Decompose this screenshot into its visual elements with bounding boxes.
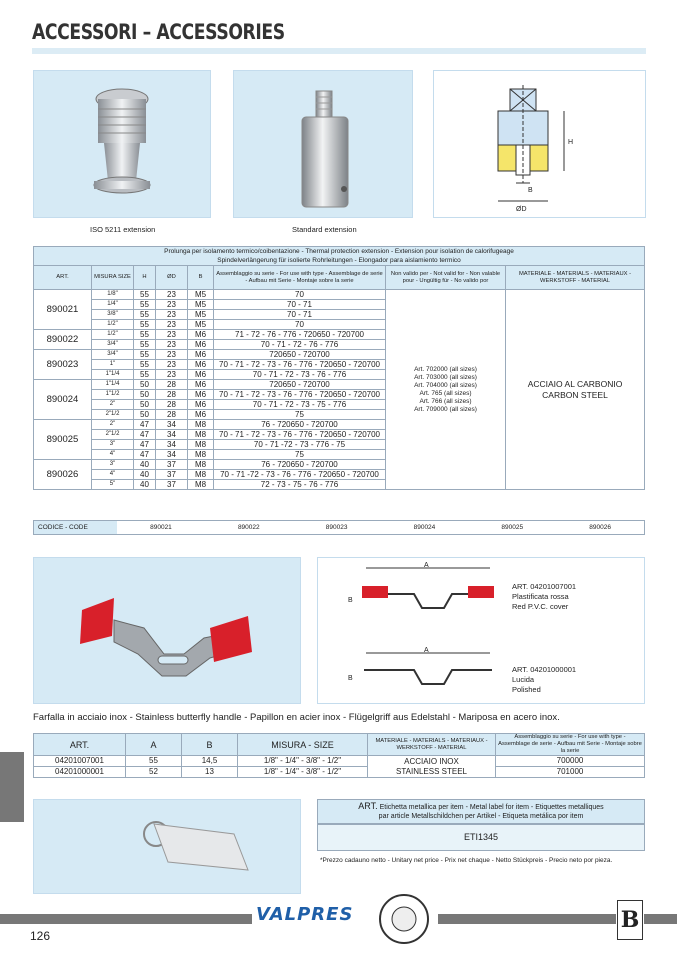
assembly-cell: 70 - 71 -72 - 73 - 76 - 776 - 720650 - 720700 [214, 470, 386, 480]
size-cell: 2"1/2 [92, 430, 134, 440]
b-cell: M6 [188, 360, 214, 370]
d-cell: 37 [156, 470, 188, 480]
certification-seal-icon [378, 893, 430, 945]
d-cell: 37 [156, 460, 188, 470]
dim-b-2: B [348, 675, 353, 682]
b-cell: M6 [188, 400, 214, 410]
h-cell: 50 [134, 400, 156, 410]
h-cell: 55 [134, 290, 156, 300]
h-cell: 47 [134, 440, 156, 450]
dim-a-2: A [424, 647, 429, 654]
d-cell: 34 [156, 430, 188, 440]
technical-drawing [433, 70, 646, 218]
b-cell: M5 [188, 290, 214, 300]
col-h: H [134, 266, 156, 290]
assembly-cell: 75 [214, 410, 386, 420]
assembly-cell: 70 - 71 - 72 - 73 - 75 - 776 [214, 400, 386, 410]
footer-bar-right [438, 914, 616, 924]
extension-table [33, 246, 645, 490]
d-cell: 37 [156, 480, 188, 490]
material-cell: ACCIAIO AL CARBONIO CARBON STEEL [506, 290, 645, 490]
h-cell: 47 [134, 450, 156, 460]
butterfly-handle-image [33, 557, 301, 704]
col-size: MISURA - SIZE [238, 734, 368, 756]
col-d: ØD [156, 266, 188, 290]
col-assembly: Assemblaggio su serie - For use with type - Assemblage de serie - Aufbau mit Serie - Montaje sobre la serie [496, 734, 645, 756]
butterfly-dimension-drawing [318, 558, 508, 705]
size-cell: 3/4" [92, 350, 134, 360]
d-cell: 34 [156, 440, 188, 450]
table-row [34, 290, 645, 300]
col-art: ART. [34, 266, 92, 290]
assembly-cell: 70 - 71 - 72 - 73 - 76 - 776 [214, 370, 386, 380]
d-cell: 34 [156, 450, 188, 460]
d-cell: 23 [156, 310, 188, 320]
h-cell: 55 [134, 300, 156, 310]
d-cell: 28 [156, 380, 188, 390]
dim-b-1: B [348, 597, 353, 604]
code-cell: 890021 [150, 524, 172, 531]
assembly-cell: 70 - 71 - 72 - 73 - 76 - 776 - 720650 - 720700 [214, 430, 386, 440]
d-cell: 23 [156, 330, 188, 340]
d-cell: 28 [156, 390, 188, 400]
h-cell: 40 [134, 470, 156, 480]
d-cell: 34 [156, 420, 188, 430]
label-code: ETI1345 [317, 824, 645, 851]
assembly-cell: 76 - 720650 - 720700 [214, 420, 386, 430]
h-cell: 55 [134, 370, 156, 380]
assembly-cell: 720650 - 720700 [214, 380, 386, 390]
dim-d: ØD [516, 206, 527, 213]
assembly-cell: 76 - 720650 - 720700 [214, 460, 386, 470]
assembly-cell: 70 - 71 - 72 - 76 - 776 [214, 340, 386, 350]
col-assembly: Assemblaggio su serie - For use with type - Assemblage de serie - Aufbau mit Serie - Montaje sobre la serie [214, 266, 386, 290]
art-cell: 890026 [34, 460, 92, 490]
h-cell: 55 [134, 330, 156, 340]
metal-label-image [33, 799, 301, 894]
b-cell: M6 [188, 350, 214, 360]
size-cell: 3/4" [92, 340, 134, 350]
drawing1-text: ART. 04201007001 Plastificata rossa Red P.V.C. cover [512, 582, 577, 611]
size-cell: 1/2" [92, 320, 134, 330]
butterfly-drawings [317, 557, 645, 704]
size-cell: 3/8" [92, 310, 134, 320]
size-cell: 1"1/4 [92, 380, 134, 390]
price-note: *Prezzo cadauno netto - Unitary net price - Prix net chaque - Netto Stückpreis - Precio neto por pieza. [320, 857, 613, 864]
assembly-cell: 70 - 71 [214, 300, 386, 310]
b-cell: M6 [188, 380, 214, 390]
size-cell: 1"1/2 [92, 390, 134, 400]
not-valid-cell: Art. 702000 (all sizes) Art. 703000 (all sizes) Art. 704000 (all sizes) Art. 765 (all sizes) Art. 766 (all sizes) Art. 709000 (all sizes) [386, 290, 506, 490]
code-cell: 890024 [413, 524, 436, 531]
b-cell: M8 [188, 480, 214, 490]
size-cell: 4" [92, 450, 134, 460]
assembly-cell: 70 [214, 320, 386, 330]
h-cell: 47 [134, 420, 156, 430]
art-cell: 890025 [34, 420, 92, 460]
standard-extension-illustration [234, 71, 414, 219]
code-cell: 890022 [237, 524, 260, 531]
dim-b: B [528, 187, 533, 194]
d-cell: 23 [156, 370, 188, 380]
size-cell: 2"1/2 [92, 410, 134, 420]
extension-dimension-drawing [434, 71, 647, 219]
caption-standard: Standard extension [292, 225, 357, 234]
d-cell: 28 [156, 410, 188, 420]
size-cell: 1/2" [92, 330, 134, 340]
size-cell: 2" [92, 420, 134, 430]
col-b: B [188, 266, 214, 290]
assembly-cell: 70 - 71 - 72 - 73 - 76 - 776 - 720650 - 720700 [214, 390, 386, 400]
b-cell: M5 [188, 310, 214, 320]
footer-bar-edge [644, 914, 677, 924]
d-cell: 23 [156, 290, 188, 300]
metal-label-illustration [34, 800, 302, 895]
table-row: 04201000001 52 13 1/8" - 1/4" - 3/8" - 1/2" 701000 [34, 767, 645, 778]
drawing2-text: ART. 04201000001 Lucida Polished [512, 665, 577, 694]
butterfly-title: Farfalla in acciaio inox - Stainless butterfly handle - Papillon en acier inox - Flügelgriff aus Edelstahl - Mariposa en acero inox. [33, 712, 560, 723]
b-cell: M5 [188, 300, 214, 310]
art-cell: 890024 [34, 380, 92, 420]
d-cell: 23 [156, 340, 188, 350]
b-cell: M8 [188, 460, 214, 470]
size-cell: 1" [92, 360, 134, 370]
material-cell: ACCIAIO INOX STAINLESS STEEL [368, 756, 496, 778]
table-title: Prolunga per isolamento termico/coibentazione - Thermal protection extension - Extension pour isolation de calorifugeage Spindelverlängerung für isolierte Rohrleitungen - Elongador para aislamiento termico [34, 247, 645, 266]
size-cell: 3" [92, 440, 134, 450]
page-title: ACCESSORI – ACCESSORIES [32, 20, 285, 44]
standard-extension-image [233, 70, 413, 218]
page-number: 126 [30, 929, 51, 943]
h-cell: 55 [134, 340, 156, 350]
dim-a: A [424, 562, 429, 569]
code-cell: 890025 [501, 524, 524, 531]
h-cell: 55 [134, 350, 156, 360]
col-material: MATERIALE - MATERIALS - MATERIAUX - WERKSTOFF - MATERIAL [506, 266, 645, 290]
d-cell: 23 [156, 300, 188, 310]
h-cell: 40 [134, 480, 156, 490]
b-cell: M8 [188, 470, 214, 480]
h-cell: 47 [134, 430, 156, 440]
b-cell: M8 [188, 440, 214, 450]
b-cell: M6 [188, 340, 214, 350]
size-cell: 1/8" [92, 290, 134, 300]
art-cell: 890023 [34, 350, 92, 380]
brand-logo: VALPRES [256, 904, 354, 925]
h-cell: 55 [134, 320, 156, 330]
d-cell: 23 [156, 350, 188, 360]
size-cell: 2" [92, 400, 134, 410]
assembly-cell: 71 - 72 - 76 - 776 - 720650 - 720700 [214, 330, 386, 340]
side-tab [0, 752, 24, 822]
code-label: CODICE - CODE [34, 521, 117, 534]
b-cell: M8 [188, 450, 214, 460]
group-logo: B [617, 900, 643, 940]
label-header: ART. Etichetta metallica per item - Metal label for item - Etiquettes metalliques par article Metallschildchen per Artikel - Etiqueta metálica por item [317, 799, 645, 824]
size-cell: 5" [92, 480, 134, 490]
h-cell: 40 [134, 460, 156, 470]
butterfly-handle-illustration [34, 558, 302, 705]
assembly-cell: 70 [214, 290, 386, 300]
h-cell: 50 [134, 380, 156, 390]
col-material: MATERIALE - MATERIALS - MATERIAUX - WERKSTOFF - MATERIAL [368, 734, 496, 756]
col-a: A [126, 734, 182, 756]
h-cell: 55 [134, 310, 156, 320]
b-cell: M6 [188, 370, 214, 380]
assembly-cell: 70 - 71 - 72 - 73 - 76 - 776 - 720650 - 720700 [214, 360, 386, 370]
col-size: MISURA SIZE [92, 266, 134, 290]
b-cell: M6 [188, 410, 214, 420]
iso-extension-illustration [34, 71, 212, 219]
size-cell: 4" [92, 470, 134, 480]
b-cell: M5 [188, 320, 214, 330]
caption-iso: ISO 5211 extension [90, 225, 156, 234]
d-cell: 23 [156, 320, 188, 330]
b-cell: M6 [188, 330, 214, 340]
art-cell: 890021 [34, 290, 92, 330]
h-cell: 50 [134, 410, 156, 420]
col-art: ART. [34, 734, 126, 756]
iso-extension-image [33, 70, 211, 218]
b-cell: M8 [188, 430, 214, 440]
code-row [33, 520, 645, 535]
d-cell: 28 [156, 400, 188, 410]
b-cell: M6 [188, 390, 214, 400]
dim-h: H [568, 139, 574, 146]
size-cell: 1/4" [92, 300, 134, 310]
b-cell: M8 [188, 420, 214, 430]
size-cell: 1"1/4 [92, 370, 134, 380]
art-cell: 890022 [34, 330, 92, 350]
h-cell: 50 [134, 390, 156, 400]
col-notvalid: Non valido per - Not valid for - Non valable pour - Ungültig für - No valido por [386, 266, 506, 290]
footer-bar [0, 914, 252, 924]
assembly-cell: 720650 - 720700 [214, 350, 386, 360]
col-b: B [182, 734, 238, 756]
title-underline [32, 48, 646, 54]
code-cell: 890026 [589, 524, 611, 531]
butterfly-table [33, 733, 645, 778]
assembly-cell: 72 - 73 - 75 - 76 - 776 [214, 480, 386, 490]
assembly-cell: 75 [214, 450, 386, 460]
assembly-cell: 70 - 71 -72 - 73 - 776 - 75 [214, 440, 386, 450]
assembly-cell: 70 - 71 [214, 310, 386, 320]
code-cell: 890023 [325, 524, 348, 531]
size-cell: 3" [92, 460, 134, 470]
table-row: 04201007001 55 14,5 1/8" - 1/4" - 3/8" - 1/2" ACCIAIO INOX STAINLESS STEEL 700000 [34, 756, 645, 767]
h-cell: 55 [134, 360, 156, 370]
d-cell: 23 [156, 360, 188, 370]
